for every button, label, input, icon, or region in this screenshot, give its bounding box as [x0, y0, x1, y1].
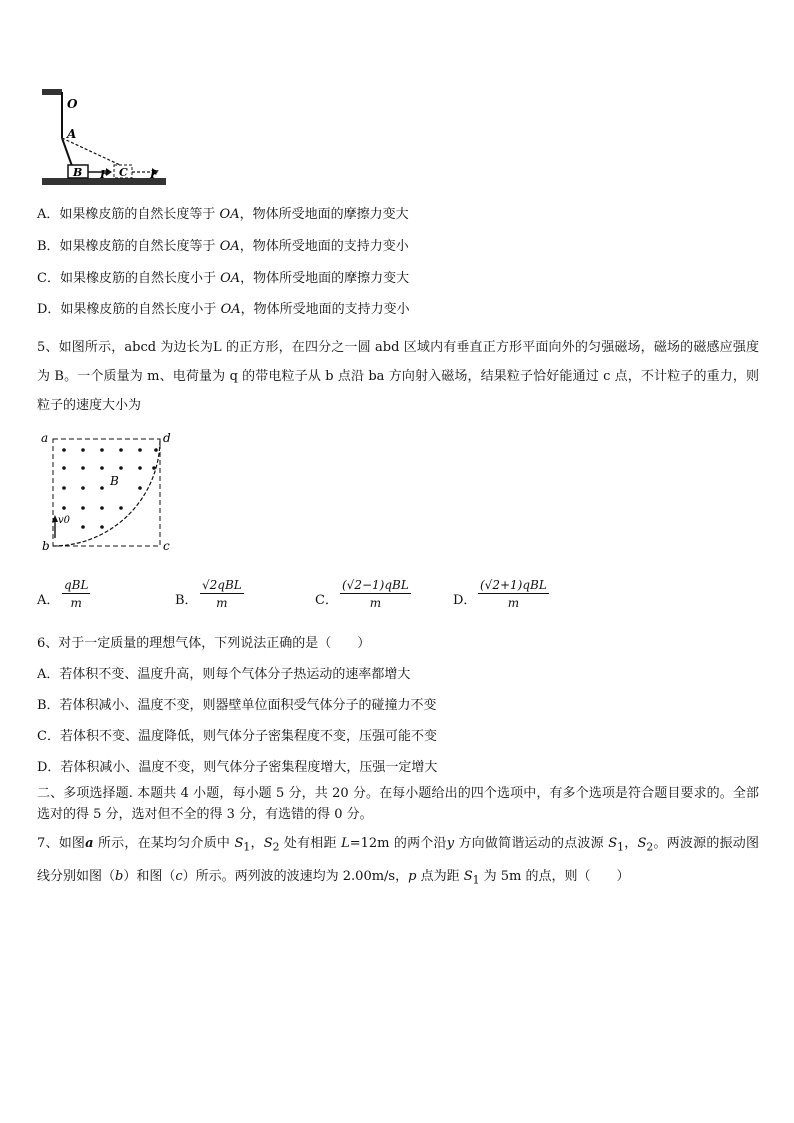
ceiling-hatch — [42, 89, 62, 95]
q5-option-c-label: C． — [315, 593, 338, 608]
label-A: A — [67, 127, 77, 141]
q7-S2-sub: 2 — [272, 840, 280, 854]
q7-text-8: ）所示。两列波的波速均为 2.00m/s， — [182, 868, 409, 884]
q5-option-d-label: D． — [453, 593, 477, 608]
q4-option-a — [37, 206, 409, 224]
label-C: C — [119, 166, 128, 179]
q4-option-d — [37, 301, 410, 319]
q6-option-d: D．若体积减小、温度不变，则气体分子密集程度增大，压强一定增大 — [37, 760, 438, 775]
q7-p: p — [408, 868, 417, 884]
q4-option-b-var: OA — [219, 239, 240, 254]
label-v0: v0 — [58, 515, 71, 526]
q5-option-a-fraction — [62, 578, 90, 610]
label-B: B — [73, 166, 83, 179]
q5-option-a-label: A． — [37, 593, 60, 608]
q5-option-b-num: √2qBL — [202, 578, 242, 592]
q7-text-6: 。两波源的振动图线分别如图（ — [37, 836, 759, 884]
q7-text-5: 方向做简谐运动的点波源 — [454, 836, 609, 851]
q5-option-c-num: (√2−1)qBL — [342, 578, 409, 592]
q7-text-1: 7、如图 — [37, 836, 86, 851]
q5-option-d-num: (√2+1)qBL — [480, 578, 547, 592]
q7-fig-c: c — [175, 868, 183, 884]
q6-option-c: C．若体积不变、温度降低，则气体分子密集程度不变，压强可能不变 — [37, 729, 437, 744]
q7-fig-a: a — [85, 836, 94, 851]
q5-stem: 5、如图所示，abcd 为边长为L 的正方形，在四分之一圆 abd 区域内有垂直正方形平面向外的匀强磁场，磁场的磁感应强度为 B。一个质量为 m、电荷量为 q 的带电粒子从 b 点沿 ba 方向射入磁场，结果粒子恰好能通过 c 点，不计粒子的重力，则粒子的速度大小为 — [37, 340, 759, 413]
q7-text-2: 所示，在某均匀介质中 — [93, 836, 235, 851]
q7-L: L — [341, 836, 350, 851]
q5-option-d-den: m — [507, 596, 520, 610]
q7-S1c: S — [463, 868, 473, 884]
q4-option-a-rest: ，物体所受地面的摩擦力变大 — [239, 207, 409, 222]
label-field-B: B — [110, 474, 119, 488]
q4-option-b — [37, 238, 409, 256]
q7-S2b: S — [637, 836, 647, 851]
q4-option-b-rest: ，物体所受地面的支持力变小 — [239, 239, 409, 254]
label-a: a — [41, 431, 49, 445]
q4-option-a-text: A．如果橡皮筋的自然长度等于 — [37, 207, 220, 222]
q7-S1b-sub: 1 — [617, 840, 624, 854]
q7-S1c-sub: 1 — [472, 873, 480, 887]
q7-text-9: 点为距 — [416, 868, 464, 884]
q7-S2: S — [263, 836, 273, 851]
quarter-arc — [53, 439, 160, 546]
q6-option-b: B．若体积减小、温度不变，则器壁单位面积受气体分子的碰撞力不变 — [37, 698, 437, 713]
q5-option-b-label: B． — [175, 593, 198, 608]
q4-option-d-text: D．如果橡皮筋的自然长度小于 — [37, 302, 221, 317]
q4-option-c-text: C．如果橡皮筋的自然长度小于 — [37, 271, 221, 286]
label-b: b — [42, 539, 50, 553]
section2-heading: 二、多项选择题. 本题共 4 小题，每小题 5 分，共 20 分。在每小题给出的四个选项中，有多个选项是符合题目要求的。全部选对的得 5 分，选对但不全的得 3 分，有选错的得 0 分。 — [37, 786, 759, 822]
q6-stem: 6、对于一定质量的理想气体，下列说法正确的是（ ） — [37, 636, 371, 651]
q5-option-b-den: m — [216, 596, 228, 610]
q5-option-a-num: qBL — [64, 578, 89, 592]
force-diagram-figure — [40, 88, 170, 190]
label-F2: F — [150, 168, 158, 181]
label-F1: F — [100, 168, 108, 181]
q7-text-10: 为 5m 的点，则（ ） — [479, 868, 630, 884]
square-abcd — [53, 439, 160, 546]
q7-text-4: =12m 的两个沿 — [349, 836, 447, 851]
q7-S1-sub: 1 — [243, 840, 251, 854]
label-O: O — [67, 97, 78, 111]
q5-option-a-den: m — [70, 596, 82, 610]
q4-option-d-rest: ，物体所受地面的支持力变小 — [240, 302, 410, 317]
q7-y: y — [446, 836, 455, 851]
q4-option-a-var: OA — [219, 207, 240, 222]
label-d: d — [163, 431, 171, 445]
field-dots — [62, 448, 158, 529]
q7-fig-b: b — [115, 868, 124, 884]
magnetic-field-figure — [36, 428, 181, 556]
q7-text-3: 处有相距 — [279, 836, 342, 851]
q5-option-d-fraction — [478, 578, 549, 610]
q4-option-c-var: OA — [220, 271, 241, 286]
q4-option-b-text: B．如果橡皮筋的自然长度等于 — [37, 239, 220, 254]
q4-option-c-rest: ，物体所受地面的摩擦力变大 — [240, 271, 410, 286]
rope-AB — [62, 138, 72, 166]
q7-text-7: ）和图（ — [123, 868, 176, 884]
q7-S2b-sub: 2 — [646, 840, 654, 854]
q7-S1: S — [234, 836, 244, 851]
q5-option-c-den: m — [369, 596, 382, 610]
label-c: c — [163, 539, 170, 553]
q5-option-c-fraction — [340, 578, 411, 610]
q5-option-b-fraction — [200, 578, 244, 610]
q7-stem — [37, 829, 759, 894]
q4-option-c — [37, 270, 409, 288]
q6-option-a: A．若体积不变、温度升高，则每个气体分子热运动的速率都增大 — [37, 667, 411, 682]
q4-option-d-var: OA — [220, 302, 241, 317]
q7-comma-1: ， — [250, 836, 264, 851]
q7-S1b: S — [608, 836, 618, 851]
q7-comma-2: ， — [624, 836, 638, 851]
